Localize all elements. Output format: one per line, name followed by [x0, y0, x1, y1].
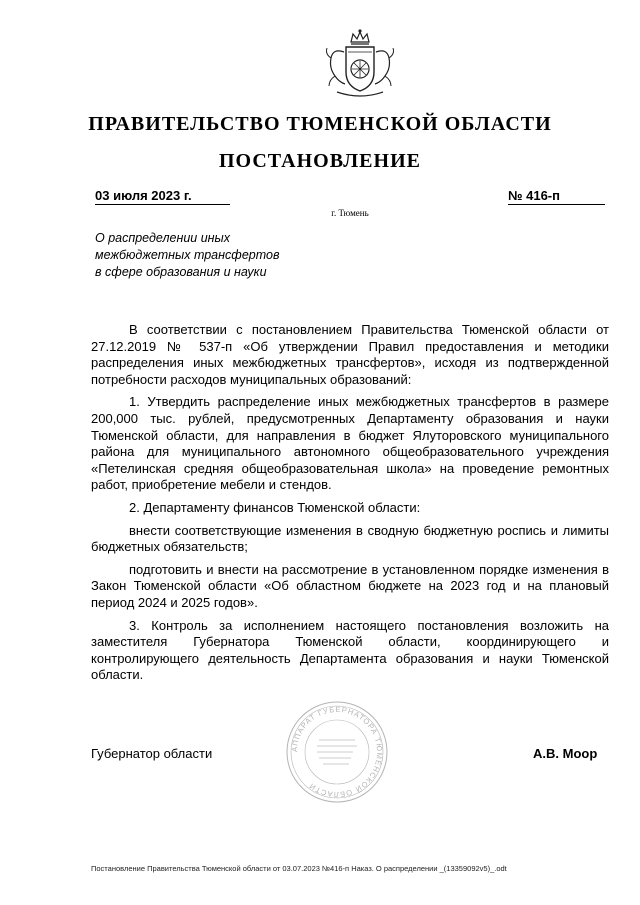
- body-paragraph: 3. Контроль за исполнением настоящего постановления возложить на заместителя Губернатора Тюменской области, координирующего и контролирующего деятельность Департамента образования и науки Тюменской области.: [91, 617, 609, 683]
- subject-line: О распределении иных: [95, 231, 230, 245]
- subject-line: в сфере образования и науки: [95, 265, 267, 279]
- document-number: № 416-п: [508, 188, 605, 205]
- document-date: 03 июля 2023 г.: [95, 188, 230, 205]
- body-paragraph: подготовить и внести на рассмотрение в установленном порядке изменения в Закон Тюменской области «Об областном бюджете на 2023 год и на плановый период 2024 и 2025 годов».: [91, 561, 609, 610]
- seal-text: АППАРАТ ГУБЕРНАТОРА ТЮМЕНСКОЙ ОБЛАСТИ: [289, 704, 385, 800]
- government-title: ПРАВИТЕЛЬСТВО ТЮМЕНСКОЙ ОБЛАСТИ: [88, 113, 552, 135]
- body-paragraph: 2. Департаменту финансов Тюменской области:: [129, 499, 421, 515]
- document-subject: [95, 230, 325, 281]
- signer-name: А.В. Моор: [533, 746, 598, 761]
- official-seal-icon: [283, 700, 391, 804]
- coat-of-arms-icon: [315, 28, 405, 100]
- body-paragraph: В соответствии с постановлением Правительства Тюменской области от 27.12.2019 № 537-п «Об утверждении Правил предоставления и методики распределения иных межбюджетных трансфертов», исходя из подтвержденной потребности расходов муниципальных образований:: [91, 322, 609, 387]
- document-body: [91, 322, 609, 690]
- signer-title: Губернатор области: [91, 746, 213, 761]
- body-paragraph: 1. Утвердить распределение иных межбюджетных трансфертов в размере 200,000 тыс. рублей, предусмотренных Департаменту образования и науки Тюменской области, для направления в бюджет Ялуторовского муниципального района для муниципального автономного общеобразовательного учреждения «Петелинская средняя общеобразовательная школа» на проведение ремонтных работ, приобретение мебели и стендов.: [91, 394, 609, 493]
- subject-line: межбюджетных трансфертов: [95, 248, 280, 262]
- document-type: ПОСТАНОВЛЕНИЕ: [219, 150, 421, 172]
- body-paragraph: внести соответствующие изменения в сводную бюджетную роспись и лимиты бюджетных обязательств;: [91, 522, 609, 555]
- document-city: г. Тюмень: [331, 208, 369, 218]
- document-footer: Постановление Правительства Тюменской области от 03.07.2023 №416-п Наказ. О распределении _(13359092v5)_.odt: [91, 864, 507, 873]
